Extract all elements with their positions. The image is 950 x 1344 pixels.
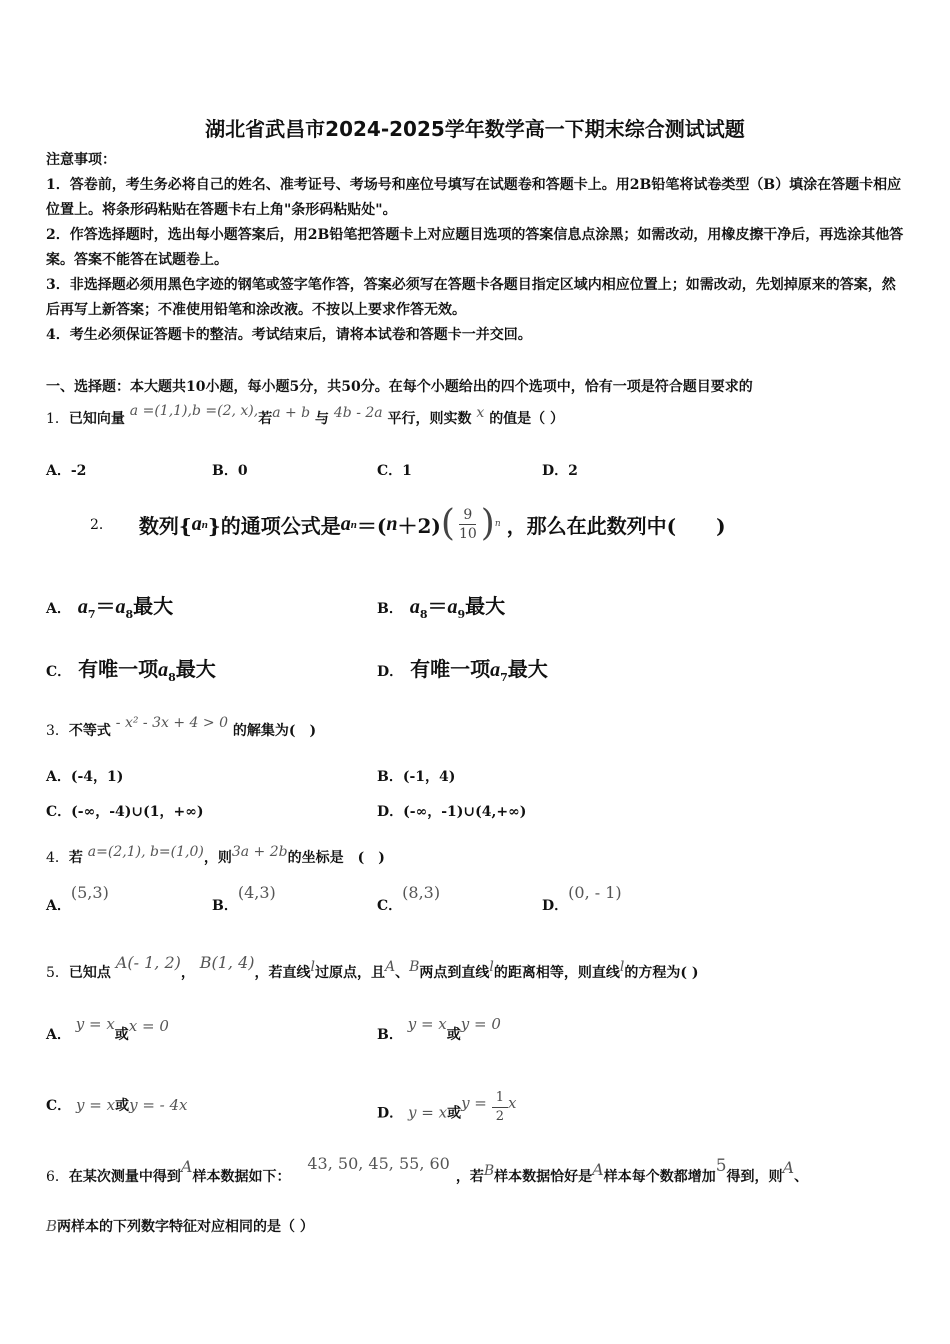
option-label: B． — [377, 601, 403, 617]
option-label: A． — [46, 898, 71, 914]
q2-frac-num: 9 — [459, 506, 476, 525]
q2-option-b[interactable] — [377, 590, 505, 621]
notice-item-2: 2．作答选择题时，选出每小题答案后，用2B铅笔把答题卡上对应题目选项的答案信息点涂黑；如需改动，用橡皮擦干净后，再选涂其他答案。答案不能答在试题卷上。 — [46, 227, 904, 268]
q5-text: ， — [180, 965, 195, 981]
q2-text: 最大 — [175, 657, 216, 681]
q6-math: B — [483, 1163, 495, 1179]
q3-option-c[interactable]: C．(-∞，-4)∪(1，+∞) — [46, 804, 204, 820]
q2-var: a — [409, 596, 420, 618]
q2-option-c[interactable] — [46, 653, 216, 684]
question-number: 5． — [46, 965, 69, 981]
question-6 — [46, 1154, 809, 1186]
q2-exponent: n — [494, 519, 501, 529]
q6-math: A — [782, 1158, 795, 1177]
q2-option-a[interactable] — [46, 590, 173, 621]
q5-math: l — [619, 959, 625, 975]
q5-text: 已知点 — [68, 965, 111, 981]
q5-text: 、 — [395, 965, 410, 981]
q4-option-b[interactable] — [212, 883, 276, 915]
q5-math: B — [409, 959, 420, 975]
q4-option-c[interactable] — [377, 883, 441, 915]
q3-math-inequality: - x² - 3x + 4 > 0 — [115, 715, 228, 731]
q1-text: 已知向量 — [68, 411, 125, 427]
notice-item-4: 4．考生必须保证答题卡的整洁。考试结束后，请将本试卷和答题卡一并交回。 — [46, 327, 532, 343]
q1-option-c[interactable]: C．1 — [377, 463, 412, 479]
q2-text: ，那么在此数列中( ) — [506, 513, 726, 538]
q4-text: 的坐标是 ( ) — [287, 850, 385, 866]
q5-option-c[interactable] — [46, 1095, 188, 1115]
option-math: (5,3) — [70, 883, 109, 902]
q5-d-fraction — [492, 1089, 508, 1126]
q6-math: A — [592, 1160, 604, 1179]
q2-sub: 8 — [419, 608, 428, 621]
question-number: 2． — [90, 517, 113, 533]
option-math: y = - 4x — [129, 1096, 188, 1114]
q2-var: a — [447, 596, 458, 618]
q6-math: A — [180, 1157, 193, 1176]
option-math: x = 0 — [128, 1017, 169, 1035]
question-5 — [46, 953, 699, 982]
question-number: 1． — [46, 411, 69, 427]
q2-eq: ＝ — [427, 594, 448, 618]
q5-math: l — [489, 959, 494, 975]
frac-den: 2 — [495, 1109, 505, 1124]
option-label: A． — [46, 601, 71, 617]
question-4 — [46, 844, 385, 867]
q2-sub: 7 — [87, 608, 96, 621]
q2-frac-den: 10 — [458, 525, 477, 542]
q2-eq: ＝ — [95, 594, 116, 618]
section-heading: 一、选择题：本大题共10小题，每小题5分，共50分。在每个小题给出的四个选项中，恰有一项是符合题目要求的 — [46, 379, 753, 395]
q5-text: 的方程为( ) — [624, 965, 699, 981]
q5-text: 两点到直线 — [419, 965, 490, 981]
question-6-cont — [46, 1216, 314, 1236]
question-number: 6． — [46, 1169, 69, 1185]
option-label: D． — [377, 1105, 404, 1122]
q4-math-vectors: a=(2,1), b=(1,0) — [87, 844, 204, 860]
option-label: C． — [46, 1098, 72, 1114]
q3-option-b[interactable]: B．(-1，4) — [377, 769, 456, 785]
q1-option-a[interactable]: A．-2 — [46, 463, 87, 479]
q2-sub: n — [201, 518, 208, 531]
option-label: B． — [212, 898, 238, 914]
q1-option-b[interactable]: B．0 — [212, 463, 248, 479]
notice-item-3: 3．非选择题必须用黑色字迹的钢笔或签字笔作答，答案必须写在答题卡各题目指定区域内相应位置上；如需改动，先划掉原来的答案，然后再写上新答案；不准使用铅笔和涂改液。不按以上要求作答无效。 — [46, 277, 896, 318]
q2-text: 最大 — [465, 594, 506, 618]
q1-text: 若 — [258, 411, 273, 427]
q2-sub: 8 — [168, 671, 176, 684]
option-math: y = — [461, 1093, 487, 1112]
question-1 — [46, 403, 565, 428]
q5-text: 的距离相等，则直线 — [493, 965, 620, 981]
q2-text: 数列{ — [138, 513, 192, 538]
q2-option-d[interactable] — [377, 653, 548, 684]
q3-option-d[interactable]: D．(-∞，-1)∪(4,+∞) — [377, 804, 527, 820]
q2-text: 有唯一项 — [410, 657, 491, 681]
option-label: A． — [46, 1027, 71, 1043]
option-math: y = x — [407, 1015, 447, 1033]
q6-math: B — [46, 1217, 58, 1235]
q3-option-a[interactable]: A．(-4，1) — [46, 769, 124, 785]
option-text: 或 — [446, 1027, 461, 1043]
q3-text: 不等式 — [68, 723, 111, 739]
q2-var: a — [115, 596, 126, 618]
q3-text: 的解集为( ) — [232, 723, 317, 739]
q2-var: n — [386, 512, 398, 535]
option-text: 或 — [114, 1027, 129, 1043]
q2-paren-close: ) — [480, 503, 495, 544]
page-title: 湖北省武昌市2024-2025学年数学高一下期末综合测试试题 — [205, 117, 745, 141]
q2-sub: 9 — [457, 608, 466, 621]
q2-text: }的通项公式是 — [207, 513, 341, 538]
q1-math-x: x — [476, 405, 485, 421]
q6-math: 5 — [715, 1156, 727, 1176]
option-math: x — [508, 1093, 517, 1112]
q6-text: 样本每个数都增加 — [603, 1169, 716, 1185]
q2-text: 最大 — [133, 594, 174, 618]
q5-option-b[interactable] — [377, 1015, 501, 1044]
q1-text: 的值是（ ） — [489, 411, 565, 427]
q6-text: 样本数据恰好是 — [494, 1169, 593, 1185]
q2-var: a — [191, 512, 202, 535]
q2-text: 最大 — [507, 657, 548, 681]
q2-text: 有唯一项 — [78, 657, 159, 681]
option-label: C． — [46, 664, 72, 680]
q2-text: ＝( — [356, 513, 387, 538]
q2-var: a — [490, 659, 501, 681]
q1-math-vectors: a =(1,1),b =(2, x), — [129, 403, 259, 419]
question-number: 3． — [46, 723, 69, 739]
option-math: y = x — [76, 1096, 116, 1114]
option-math: (0, - 1) — [568, 883, 622, 902]
notice-item-1: 1．答卷前，考生务必将自己的姓名、准考证号、考场号和座位号填写在试题卷和答题卡上。用2B铅笔将试卷类型（B）填涂在答题卡相应位置上。将条形码粘贴在答题卡右上角"条形码粘贴处"。 — [46, 177, 902, 218]
option-text: 或 — [115, 1098, 130, 1114]
q2-fraction — [455, 506, 481, 543]
q4-option-a[interactable] — [46, 883, 109, 915]
option-label: B． — [377, 1027, 403, 1043]
frac-num: 1 — [492, 1089, 508, 1108]
q2-paren-open: ( — [440, 503, 455, 544]
option-math: y = x — [408, 1103, 448, 1122]
notice-heading: 注意事项： — [46, 152, 116, 168]
notice-block — [46, 148, 906, 348]
q5-point-b: B(1, 4) — [199, 953, 255, 972]
option-math: (8,3) — [402, 883, 441, 902]
q2-sub: n — [350, 518, 357, 531]
q1-option-d[interactable]: D．2 — [542, 463, 578, 479]
q4-option-d[interactable] — [542, 883, 622, 915]
option-math: y = x — [75, 1015, 115, 1033]
question-3 — [46, 715, 317, 740]
option-text: 或 — [447, 1105, 462, 1122]
option-math: (4,3) — [237, 883, 276, 902]
option-label: C． — [377, 898, 403, 914]
q2-sub: 7 — [500, 671, 508, 684]
q1-text: 与 — [315, 411, 330, 427]
q2-var: a — [340, 512, 351, 535]
question-2 — [90, 496, 726, 552]
q6-text: 得到，则 — [726, 1169, 783, 1185]
option-label: D． — [377, 664, 404, 680]
q6-text: ，若 — [455, 1169, 484, 1185]
q1-math-diff: 4b - 2a — [333, 405, 383, 421]
q2-sub: 8 — [125, 608, 134, 621]
q5-option-d[interactable] — [377, 1090, 517, 1132]
q6-text: 两样本的下列数字特征对应相同的是（ ） — [57, 1219, 314, 1235]
q4-text: 若 — [68, 850, 83, 866]
q4-math-combo: 3a + 2b — [231, 844, 288, 860]
q5-math: l — [310, 959, 315, 975]
option-math: y = 0 — [460, 1015, 501, 1033]
q1-math-sum: a + b — [272, 405, 311, 421]
q5-option-a[interactable] — [46, 1015, 169, 1044]
q5-text: ，若直线 — [254, 965, 311, 981]
option-label: D． — [542, 898, 569, 914]
q5-math: A — [385, 959, 396, 975]
q2-text: ＋2) — [397, 513, 441, 538]
q2-var: a — [77, 596, 88, 618]
q1-text: 平行，则实数 — [387, 411, 472, 427]
q2-var: a — [158, 659, 169, 681]
q6-text: 、 — [794, 1169, 809, 1185]
question-number: 4． — [46, 850, 69, 866]
q6-text: 样本数据如下： — [192, 1169, 291, 1185]
q5-text: 过原点，且 — [315, 965, 385, 981]
q6-text: 在某次测量中得到 — [68, 1169, 181, 1185]
q6-data-list: 43, 50, 45, 55, 60 — [307, 1154, 450, 1173]
q4-text: ，则 — [203, 850, 232, 866]
q5-point-a: A(- 1, 2) — [115, 953, 181, 972]
